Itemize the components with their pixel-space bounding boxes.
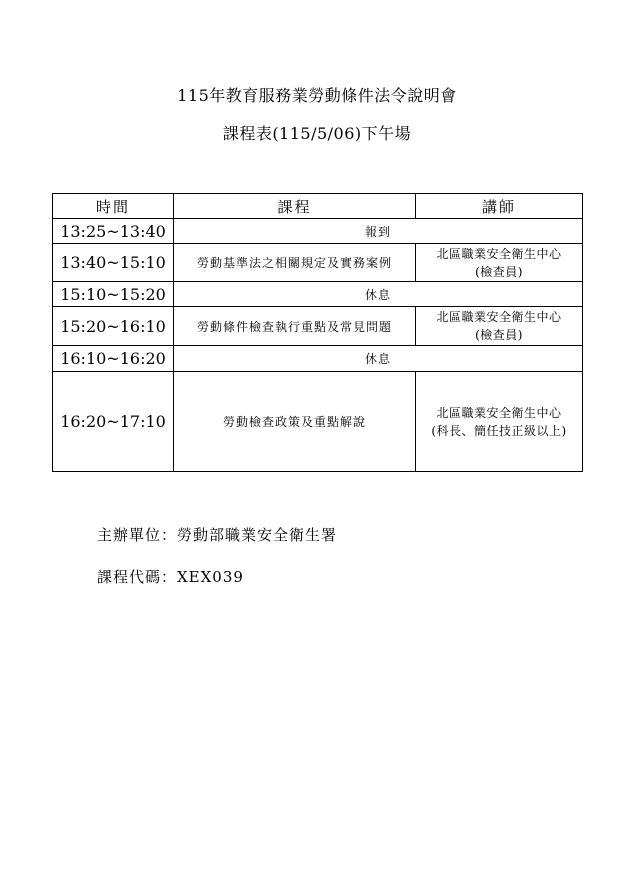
table-row [53, 307, 583, 346]
course-cell: 勞動檢查政策及重點解說 [174, 372, 416, 472]
time-cell: 13:25~13:40 [53, 219, 174, 244]
document-subtitle: 課程表(115/5/06)下午場 [222, 124, 412, 143]
time-cell: 16:10~16:20 [53, 346, 174, 372]
instructor-line: 北區職業安全衛生中心 [436, 405, 562, 420]
course-cell: 休息 [174, 346, 583, 372]
instructor-line: (檢查員) [475, 328, 523, 342]
schedule-table [52, 193, 583, 472]
table-row [53, 346, 583, 372]
instructor-cell [416, 307, 583, 346]
course-cell: 勞動基準法之相關規定及實務案例 [174, 244, 416, 282]
column-header-time: 時間 [53, 194, 174, 219]
time-cell: 15:10~15:20 [53, 282, 174, 307]
course-code-text: 課程代碼：XEX039 [97, 568, 244, 586]
table-row [53, 282, 583, 307]
column-header-instructor: 講師 [416, 194, 583, 219]
time-cell: 13:40~15:10 [53, 244, 174, 282]
table-header-row [53, 194, 583, 219]
instructor-line: 北區職業安全衛生中心 [436, 246, 562, 261]
time-cell: 16:20~17:10 [53, 372, 174, 472]
instructor-cell [416, 244, 583, 282]
course-cell: 休息 [174, 282, 583, 307]
table-row [53, 219, 583, 244]
instructor-line: 北區職業安全衛生中心 [436, 310, 562, 324]
instructor-cell [416, 372, 583, 472]
table-row [53, 244, 583, 282]
document-title: 115年教育服務業勞動條件法令說明會 [177, 86, 457, 105]
time-cell: 15:20~16:10 [53, 307, 174, 346]
course-cell: 報到 [174, 219, 583, 244]
organizer-text: 主辦單位：勞動部職業安全衛生署 [97, 526, 338, 544]
table-row [53, 372, 583, 472]
instructor-line: (科長、簡任技正級以上) [431, 423, 567, 438]
course-cell: 勞動條件檢查執行重點及常見問題 [174, 307, 416, 346]
column-header-course: 課程 [174, 194, 416, 219]
instructor-line: (檢查員) [475, 264, 523, 279]
